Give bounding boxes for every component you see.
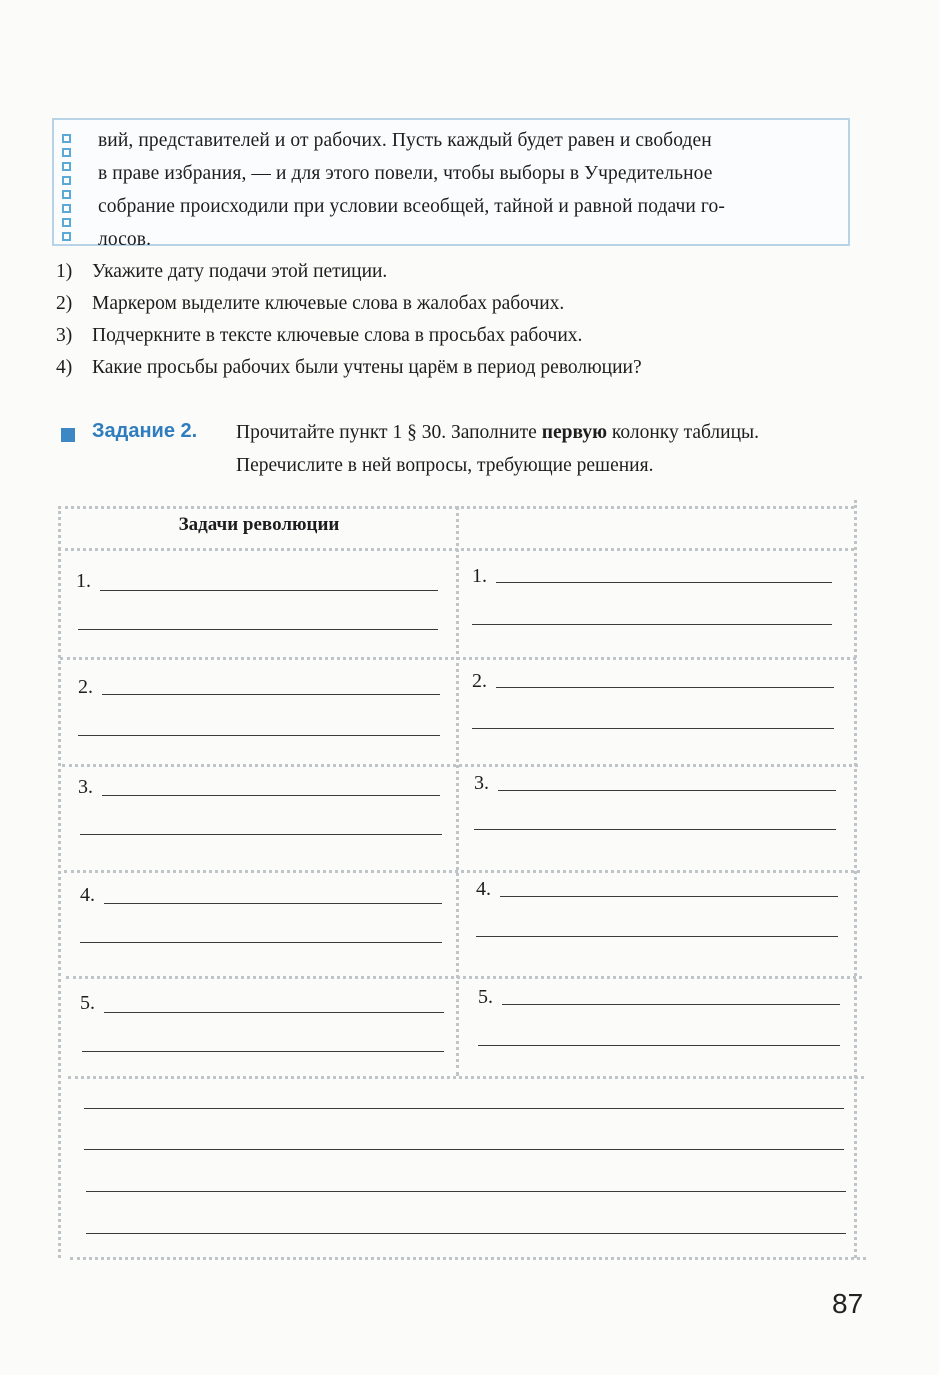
question-item <box>56 320 856 352</box>
question-item <box>56 288 856 320</box>
petition-quote-text <box>98 124 838 256</box>
answer-line[interactable] <box>478 1045 840 1046</box>
question-text: Укажите дату подачи этой петиции. <box>92 261 388 282</box>
row-number: 5. <box>478 986 493 1008</box>
row-number: 1. <box>76 570 91 592</box>
question-text: Маркером выделите ключевые слова в жалобах рабочих. <box>92 293 565 314</box>
task-text-after: колонку таблицы. Перечислите в ней вопросы, требующие решения. <box>236 422 760 476</box>
answer-line[interactable] <box>84 1149 844 1150</box>
question-text: Подчеркните в тексте ключевые слова в просьбах рабочих. <box>92 325 583 346</box>
question-number: 2) <box>56 293 73 314</box>
answer-line[interactable] <box>474 829 836 830</box>
answer-line[interactable] <box>102 795 440 796</box>
quote-line: лосов. <box>98 229 152 250</box>
answer-line[interactable] <box>78 629 438 630</box>
answer-line[interactable] <box>476 936 838 937</box>
column-header-revolution-tasks: Задачи революции <box>178 514 340 535</box>
task-text-bold: первую <box>541 422 607 443</box>
question-item <box>56 256 856 288</box>
petition-quote-box <box>52 118 850 250</box>
answer-line[interactable] <box>498 790 836 791</box>
question-text: Какие просьбы рабочих были учтены царём в период революции? <box>92 357 642 378</box>
quote-line: вий, представителей и от рабочих. Пусть каждый будет равен и свободен <box>98 130 712 151</box>
table-row-divider <box>64 870 860 873</box>
answer-line[interactable] <box>78 735 440 736</box>
answer-line[interactable] <box>80 834 442 835</box>
answer-line[interactable] <box>472 624 832 625</box>
answer-line[interactable] <box>86 1233 846 1234</box>
quote-line: собрание происходили при условии всеобщей, тайной и равной подачи го- <box>98 196 725 217</box>
row-number: 2. <box>78 676 93 698</box>
answer-line[interactable] <box>496 582 832 583</box>
question-number: 4) <box>56 357 73 378</box>
table-border-bottom <box>70 1257 866 1260</box>
task-label: Задание 2. <box>92 420 198 442</box>
question-number: 3) <box>56 325 73 346</box>
answer-line[interactable] <box>502 1004 840 1005</box>
row-number: 4. <box>80 884 95 906</box>
answer-line[interactable] <box>84 1108 844 1109</box>
answer-line[interactable] <box>80 942 442 943</box>
answer-line[interactable] <box>500 896 838 897</box>
table-row-divider <box>62 764 858 767</box>
page-number: 87 <box>832 1288 864 1319</box>
answer-line[interactable] <box>104 1012 444 1013</box>
quote-border-decoration <box>62 134 74 246</box>
row-number: 5. <box>80 992 95 1014</box>
row-number: 2. <box>472 670 487 692</box>
answer-line[interactable] <box>496 687 834 688</box>
question-number: 1) <box>56 261 73 282</box>
task-text-before: Прочитайте пункт 1 § 30. Заполните <box>236 422 542 443</box>
answer-line[interactable] <box>86 1191 846 1192</box>
table-border-right <box>854 500 857 1258</box>
row-number: 1. <box>472 565 487 587</box>
question-item <box>56 352 856 384</box>
answer-line[interactable] <box>102 694 440 695</box>
quote-line: в праве избрания, — и для этого повели, чтобы выборы в Учредительное <box>98 163 713 184</box>
row-number: 3. <box>474 772 489 794</box>
answer-line[interactable] <box>472 728 834 729</box>
answer-line[interactable] <box>104 903 442 904</box>
answer-line[interactable] <box>100 590 438 591</box>
questions-list <box>56 256 856 384</box>
table-border-left <box>58 506 61 1258</box>
table-row-divider <box>68 1076 864 1079</box>
row-number: 4. <box>476 878 491 900</box>
task-square-icon <box>61 428 75 442</box>
row-number: 3. <box>78 776 93 798</box>
table-row-divider <box>66 976 862 979</box>
table-column-divider <box>456 506 459 1076</box>
answer-line[interactable] <box>82 1051 444 1052</box>
task-instructions <box>236 416 866 482</box>
